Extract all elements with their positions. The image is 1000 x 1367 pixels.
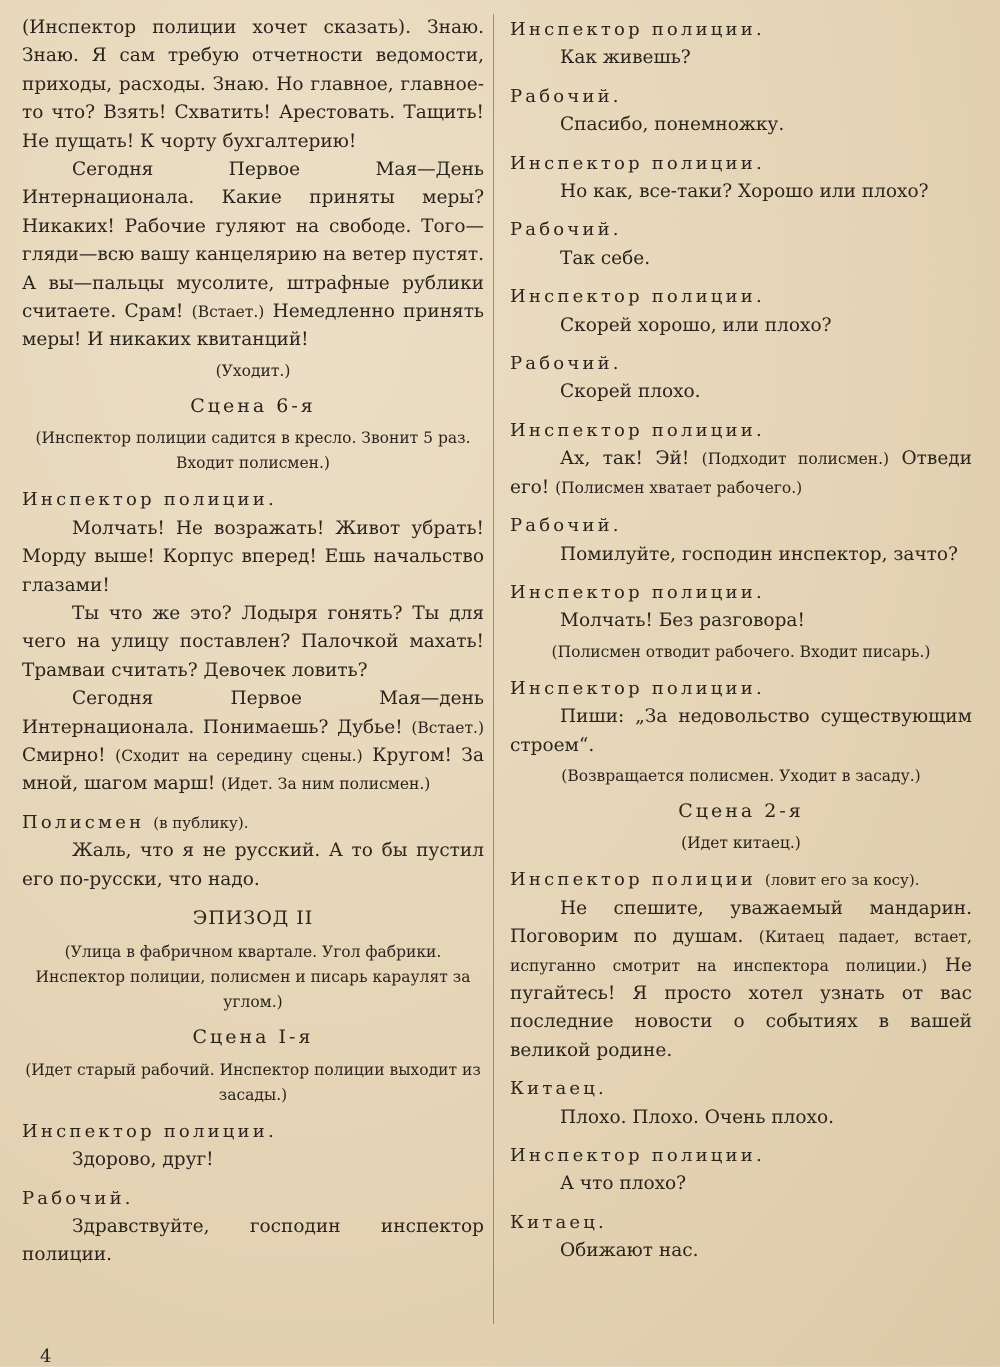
speaker-name — [510, 866, 972, 894]
stage-direction: (Встает.) — [191, 303, 265, 322]
speaker-name: Инспектор полиции. — [510, 1145, 765, 1166]
dialogue-line: Обижают нас. — [560, 1240, 699, 1262]
speaker-name: Инспектор полиции. — [510, 152, 765, 174]
speaker-label: Инспектор полиции — [510, 869, 756, 891]
text: Немедленно принять меры! И никаких квитанций! — [22, 301, 484, 351]
speaker-name: Инспектор полиции. — [22, 489, 277, 511]
text: Кругом! За мной, шагом марш! — [22, 744, 484, 795]
dialogue-line: Скорей хорошо, или плохо? — [560, 314, 832, 336]
stage-direction: (ловит его за косу). — [764, 871, 920, 890]
stage-direction: (Возвращается полисмен. Уходит в засаду.) — [561, 766, 921, 785]
speaker-name: Рабочий. — [510, 219, 622, 241]
speaker-name: Рабочий. — [510, 353, 622, 375]
episode-heading: ЭПИЗОД II — [192, 906, 314, 929]
dialogue-line: Но как, все-таки? Хорошо или плохо? — [560, 181, 929, 203]
speaker-name — [22, 809, 484, 837]
dialogue-line — [510, 445, 972, 502]
speaker-name: Рабочий. — [22, 1187, 134, 1209]
stage-direction: (Уходит.) — [215, 361, 291, 380]
stage-direction: (Китаец падает, встает, испуганно смотрит на инспектора полиции.) — [510, 928, 972, 975]
dialogue-line: Как живешь? — [560, 47, 691, 69]
right-column — [510, 14, 972, 1266]
speaker-name: Китаец. — [510, 1211, 607, 1233]
text: Отведи его! — [510, 448, 972, 498]
dialogue-line: Плохо. Плохо. Очень плохо. — [560, 1106, 835, 1128]
stage-direction: (Улица в фабричном квартале. Угол фабрики. Инспектор полиции, полисмен и писарь караулят за углом.) — [35, 943, 471, 1012]
dialogue-line: Спасибо, понемножку. — [560, 114, 785, 136]
speaker-name: Инспектор полиции. — [510, 19, 765, 40]
dialogue-line — [22, 685, 484, 799]
column-divider — [493, 14, 494, 1324]
paragraph — [22, 156, 484, 355]
scene-heading: Сцена 6-я — [190, 394, 316, 417]
dialogue-line — [510, 895, 972, 1065]
scene-heading: Сцена I-я — [192, 1026, 314, 1049]
dialogue-line: Жаль, что я не русский. А то бы пустил его по-русски, что надо. — [22, 840, 484, 890]
speaker-name: Китаец. — [510, 1078, 607, 1100]
text: Не пугайтесь! Я просто хотел узнать от вас последние новости о событиях в вашей великой родине. — [510, 954, 972, 1061]
dialogue-line: Так себе. — [560, 247, 651, 269]
paragraph: (Инспектор полиции хочет сказать). Знаю. Знаю. Я сам требую отчетности ведомости, приходы, расходы. Знаю. Но главное, главное-то что? Взять! Схватить! Арестовать. Тащить! Не пущать! К чорту бухгалтерию! — [22, 17, 484, 152]
scene-heading: Сцена 2-я — [678, 799, 804, 822]
stage-direction: (Инспектор полиции садится в кресло. Звонит 5 раз. Входит полисмен.) — [35, 429, 471, 473]
stage-direction: (в публику). — [153, 813, 249, 832]
dialogue-line: Ты что же это? Лодыря гонять? Ты для чего на улицу поставлен? Палочкой махать! Трамваи считать? Девочек ловить? — [22, 602, 484, 681]
dialogue-line: Здравствуйте, господин инспектор полиции. — [22, 1216, 484, 1266]
stage-direction: (Полисмен хватает рабочего.) — [555, 478, 803, 497]
dialogue-line: Молчать! Не возражать! Живот убрать! Морду выше! Корпус вперед! Ешь начальство глазами! — [22, 517, 484, 596]
speaker-name: Рабочий. — [510, 85, 622, 107]
speaker-name: Инспектор полиции. — [510, 419, 765, 441]
speaker-name: Инспектор полиции. — [510, 286, 765, 308]
text: Не спешите, уважаемый мандарин. Поговорим по душам. — [510, 897, 972, 948]
page-number: 4 — [40, 1346, 52, 1367]
text: Смирно! — [22, 744, 106, 766]
dialogue-line: Помилуйте, господин инспектор, зачто? — [560, 543, 958, 565]
dialogue-line: Пиши: „За недовольство существующим строем“. — [510, 706, 972, 756]
dialogue-line: Молчать! Без разговора! — [560, 610, 805, 632]
stage-direction: (Сходит на середину сцены.) — [115, 746, 363, 765]
speaker-name: Рабочий. — [510, 515, 622, 537]
stage-direction: (Идет старый рабочий. Инспектор полиции выходит из засады.) — [25, 1060, 481, 1104]
dialogue-line: Здорово, друг! — [72, 1149, 214, 1171]
speaker-label: Полисмен — [22, 811, 145, 833]
speaker-name: Инспектор полиции. — [22, 1120, 277, 1142]
stage-direction: (Полисмен отводит рабочего. Входит писарь.) — [551, 642, 931, 661]
stage-direction: (Идет. За ним полисмен.) — [221, 775, 431, 794]
text: Ах, так! Эй! — [560, 448, 690, 470]
stage-direction: (Идет китаец.) — [681, 834, 801, 853]
speaker-name: Инспектор полиции. — [510, 677, 765, 699]
stage-direction: (Встает.) — [411, 718, 484, 737]
dialogue-line: Скорей плохо. — [560, 381, 701, 403]
text: Сегодня Первое Мая—День Интернационала. Какие приняты меры? Никаких! Рабочие гуляют на свободе. Того—гляди—всю вашу канцелярию на ветер пустят. А вы—пальцы мусолите, штрафные рублики считаете. Срам! — [22, 159, 484, 323]
text: Сегодня Первое Мая—день Интернационала. Понимаешь? Дубье! — [22, 688, 484, 738]
stage-direction: (Подходит полисмен.) — [701, 450, 890, 469]
speaker-name: Инспектор полиции. — [510, 581, 765, 603]
left-column — [22, 14, 484, 1270]
dialogue-line: А что плохо? — [560, 1173, 687, 1195]
